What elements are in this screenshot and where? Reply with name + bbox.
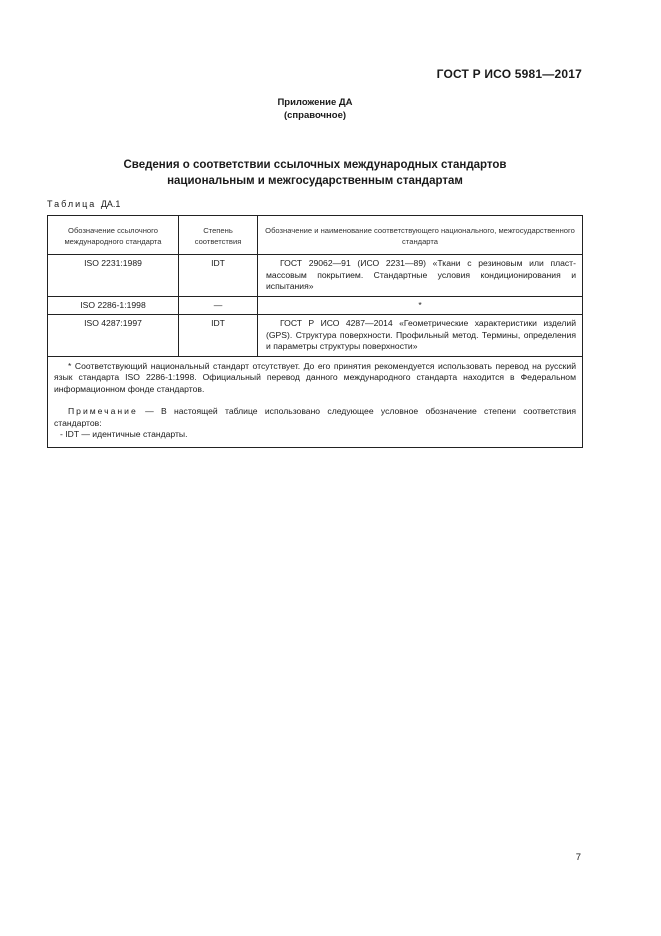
page-number: 7: [575, 852, 581, 863]
cell-standard: ISO 2231:1989: [48, 255, 179, 297]
cell-standard: ISO 2286-1:1998: [48, 296, 179, 315]
table-footer-row: [48, 356, 583, 447]
note-item: - IDT — идентичные стандарты.: [60, 429, 188, 439]
footnote: * Соответствующий национальный стандарт отсутствует. До его принятия рекомендуется использовать перевод на русский язык стандарта ISO 2286-1:1998. Официальный перевод данного международного стандарта находится в Федеральном информационном фонде стандартов.: [54, 360, 576, 394]
compliance-table: [47, 215, 583, 448]
cell-national: ГОСТ Р ИСО 4287—2014 «Геометрические характеристики изделий (GPS). Структура поверхности. Профильный метод. Термины, определения и параметры структуры поверхности»: [258, 315, 583, 357]
table-row: [48, 296, 583, 315]
cell-national: ГОСТ 29062—91 (ИСО 2231—89) «Ткани с резиновым или пластмассовым покрытием. Стандартные условия кондиционирования и испытания»: [258, 255, 583, 297]
page-title: [0, 157, 630, 189]
cell-degree: IDT: [179, 315, 258, 357]
appendix-title: Приложение ДА: [277, 97, 353, 108]
table-caption-label: Таблица: [47, 199, 97, 209]
header-international-standard: Обозначение ссылочного международного стандарта: [48, 216, 179, 255]
table-row: [48, 255, 583, 297]
table-header-row: [48, 216, 583, 255]
header-degree: Степень соответствия: [179, 216, 258, 255]
cell-degree: IDT: [179, 255, 258, 297]
note-text: — В настоящей таблице использовано следующее условное обозначение степени соответствия стандартов:: [54, 406, 576, 428]
cell-national: *: [258, 296, 583, 315]
page-title-line-2: национальным и межгосударственным стандартам: [167, 175, 463, 187]
appendix-subtitle: (справочное): [283, 110, 347, 121]
document-code: ГОСТ Р ИСО 5981—2017: [436, 67, 582, 81]
page-title-line-1: Сведения о соответствии ссылочных международных стандартов: [123, 159, 507, 171]
table-caption-number: ДА.1: [100, 199, 121, 209]
table-row: [48, 315, 583, 357]
header-national-standard: Обозначение и наименование соответствующего национального, межгосударственного стандарта: [258, 216, 583, 255]
cell-standard: ISO 4287:1997: [48, 315, 179, 357]
note: [54, 406, 576, 429]
note-label: Примечание: [68, 406, 138, 416]
cell-degree: —: [179, 296, 258, 315]
table-caption: [47, 199, 120, 209]
appendix-heading: [0, 96, 630, 122]
table-footer: [48, 356, 583, 447]
